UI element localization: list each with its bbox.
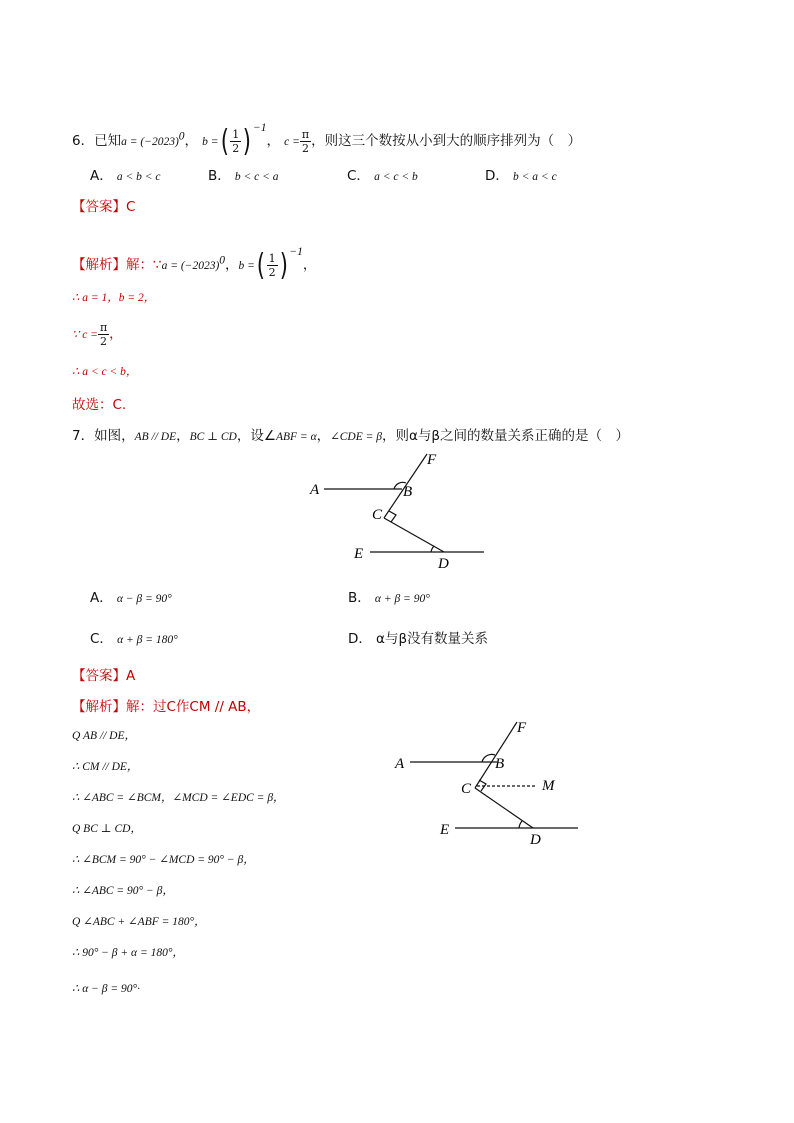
label-a: A	[395, 756, 405, 772]
label-a: A	[310, 482, 320, 498]
q6-b-fraction: $\frac{1}{2}$	[232, 128, 240, 155]
q7-option-d[interactable]: D． α与β没有数量关系	[348, 631, 489, 647]
q7-step-8: ∴ 90° − β + α = 180°，	[72, 947, 184, 959]
q7-step-6: ∴ ∠ABC = 90° − β，	[72, 885, 174, 897]
q6-step-1: ∴ a = 1，b = 2，	[72, 292, 156, 304]
q7-option-b[interactable]: B． α + β = 90°	[348, 590, 430, 606]
q6-a-expr: a = (−2023)	[121, 136, 179, 148]
q7-figure	[300, 448, 500, 573]
q7-step-3: ∴ ∠ABC = ∠BCM，∠MCD = ∠EDC = β，	[72, 792, 285, 804]
label-f: F	[517, 720, 527, 736]
label-b: B	[495, 756, 505, 772]
q6-c-lhs: c =	[284, 136, 300, 148]
label-m: M	[542, 778, 555, 794]
q6-step-4: 故选：C.	[72, 397, 127, 413]
q7-stem: 7．如图，AB // DE，BC ⊥ CD，设∠ABF = α，∠CDE = β，则α与β之间的数量关系正确的是（ ）	[72, 428, 629, 444]
label-d: D	[530, 832, 541, 848]
q7-step-7: Q ∠ABC + ∠ABF = 180°，	[72, 916, 206, 928]
q7-step-4: Q BC ⊥ CD，	[72, 823, 142, 835]
q7-answer: 【答案】A	[72, 668, 136, 684]
q6-stem-tail: ，则这三个数按从小到大的顺序排列为（ ）	[311, 133, 582, 149]
label-e: E	[440, 822, 450, 838]
q7-solution-figure	[385, 710, 595, 850]
q6-c-fraction: $\frac{\pi}{2}$	[301, 128, 310, 155]
q6-b-lhs: b =	[202, 136, 219, 148]
line-cd	[475, 788, 533, 828]
q7-step-2: ∴ CM // DE，	[72, 761, 139, 773]
q7-step-1: Q AB // DE，	[72, 730, 136, 742]
q6-number: 6．已知	[72, 133, 122, 149]
right-angle-mark	[389, 511, 396, 522]
q6-stem: 6．已知$a = (-2023)^0$， b =( $\frac{1}{2}$ ) $^{-1}$， c = $\frac{\pi}{2}$ ，则这三个数按从小到大的顺序排列为（ ）	[72, 122, 582, 159]
label-c: C	[372, 507, 383, 523]
line-cf	[475, 722, 517, 788]
q7-option-c[interactable]: C． α + β = 180°	[90, 631, 178, 647]
q6-option-a[interactable]: A． a < b < c	[90, 168, 161, 184]
q6-option-d[interactable]: D． b < a < c	[485, 168, 557, 184]
label-f: F	[427, 452, 437, 468]
q7-analysis-intro: 【解析】解：过C作CM // AB，	[72, 699, 261, 715]
q7-option-a[interactable]: A． α − β = 90°	[90, 590, 172, 606]
angle-d-arc	[519, 821, 522, 828]
q7-step-9: ∴ α − β = 90°·	[72, 983, 140, 995]
q6-step-3: ∴ a < c < b，	[72, 366, 138, 378]
q6-option-c[interactable]: C． a < c < b	[347, 168, 418, 184]
label-e: E	[354, 546, 364, 562]
label-c: C	[461, 781, 472, 797]
q6-analysis-intro: 【解析】解：∵a = $(-2023)^0$，b =( $\frac{1}{2}$ ) $^{-1}$，	[72, 246, 317, 283]
line-cd	[384, 518, 444, 552]
q6-step-2: ∵ c = $\frac{\pi}{2}$ ，	[72, 321, 123, 348]
label-d: D	[438, 556, 449, 572]
label-b: B	[403, 484, 413, 500]
q6-answer: 【答案】C	[72, 199, 136, 215]
q7-step-5: ∴ ∠BCM = 90° − ∠MCD = 90° − β，	[72, 854, 255, 866]
q6-option-b[interactable]: B． b < c < a	[208, 168, 279, 184]
angle-d-arc	[431, 546, 434, 552]
angle-b-arc	[482, 754, 495, 762]
